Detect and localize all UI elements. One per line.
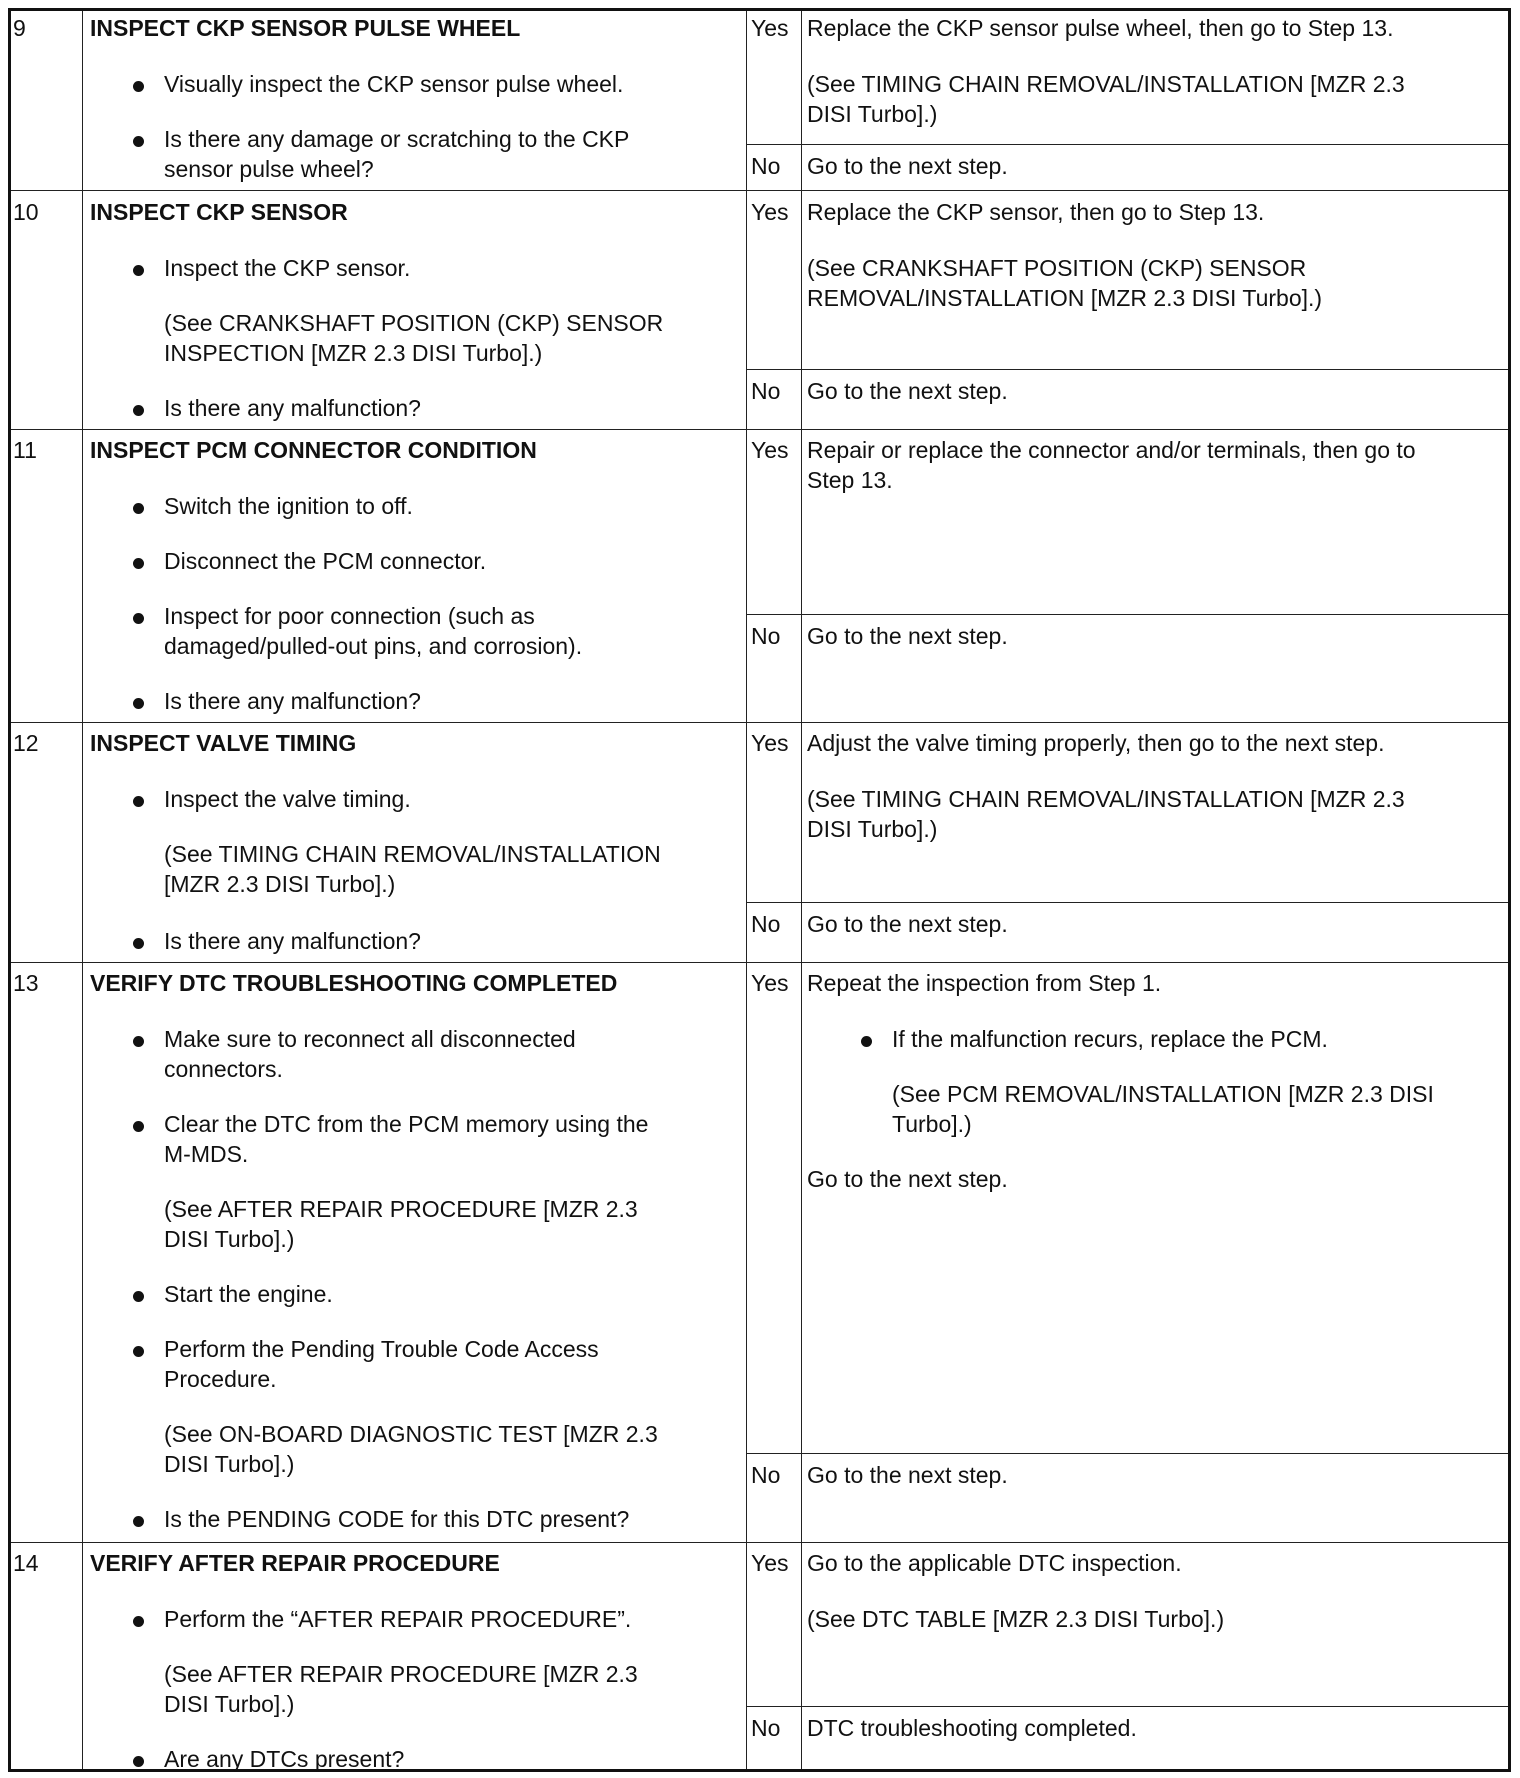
bullet-icon <box>133 558 144 569</box>
yes-no-divider <box>746 902 1508 903</box>
step-instruction: Is the PENDING CODE for this DTC present? <box>164 1506 630 1532</box>
yes-action: Go to the next step. <box>807 1166 1008 1192</box>
row-divider <box>11 429 1508 430</box>
step-number: 13 <box>13 970 39 996</box>
step-title: VERIFY AFTER REPAIR PROCEDURE <box>90 1550 500 1576</box>
yes-reference: (See CRANKSHAFT POSITION (CKP) SENSOR <box>807 255 1307 281</box>
yes-reference: (See DTC TABLE [MZR 2.3 DISI Turbo].) <box>807 1606 1225 1632</box>
step-number: 11 <box>13 437 37 463</box>
row-divider <box>11 190 1508 191</box>
step-title: INSPECT PCM CONNECTOR CONDITION <box>90 437 537 463</box>
step-reference: (See ON-BOARD DIAGNOSTIC TEST [MZR 2.3 <box>164 1421 658 1447</box>
step-instruction: Inspect the CKP sensor. <box>164 255 411 281</box>
step-reference: (See AFTER REPAIR PROCEDURE [MZR 2.3 <box>164 1661 638 1687</box>
yes-action: Repair or replace the connector and/or terminals, then go to <box>807 437 1416 463</box>
yes-no-divider <box>746 369 1508 370</box>
yes-reference: Turbo].) <box>892 1111 972 1137</box>
step-instruction: Is there any malfunction? <box>164 688 421 714</box>
step-reference: DISI Turbo].) <box>164 1226 295 1252</box>
no-label: No <box>751 1462 781 1488</box>
yes-label: Yes <box>751 970 789 996</box>
step-reference: (See TIMING CHAIN REMOVAL/INSTALLATION <box>164 841 661 867</box>
no-label: No <box>751 378 781 404</box>
no-label: No <box>751 153 781 179</box>
yes-no-divider <box>746 144 1508 145</box>
step-reference: DISI Turbo].) <box>164 1451 295 1477</box>
bullet-icon <box>133 265 144 276</box>
step-reference: (See CRANKSHAFT POSITION (CKP) SENSOR <box>164 310 664 336</box>
step-reference: DISI Turbo].) <box>164 1691 295 1717</box>
step-number: 14 <box>13 1550 39 1576</box>
yes-label: Yes <box>751 730 789 756</box>
step-number: 9 <box>13 15 26 41</box>
step-instruction: Is there any malfunction? <box>164 928 421 954</box>
no-label: No <box>751 1715 781 1741</box>
bullet-icon <box>133 1291 144 1302</box>
yes-reference: REMOVAL/INSTALLATION [MZR 2.3 DISI Turbo].) <box>807 285 1323 311</box>
bullet-icon <box>133 938 144 949</box>
no-label: No <box>751 623 781 649</box>
bullet-icon <box>133 1346 144 1357</box>
step-title: INSPECT CKP SENSOR PULSE WHEEL <box>90 15 521 41</box>
bullet-icon <box>133 1616 144 1627</box>
yes-action: Go to the applicable DTC inspection. <box>807 1550 1182 1576</box>
step-title: VERIFY DTC TROUBLESHOOTING COMPLETED <box>90 970 618 996</box>
bullet-icon <box>133 796 144 807</box>
step-instruction: Switch the ignition to off. <box>164 493 413 519</box>
yes-reference: (See TIMING CHAIN REMOVAL/INSTALLATION [MZR 2.3 <box>807 786 1405 812</box>
yes-action: Step 13. <box>807 467 893 493</box>
step-reference: INSPECTION [MZR 2.3 DISI Turbo].) <box>164 340 543 366</box>
row-divider <box>11 962 1508 963</box>
yes-no-divider <box>746 1706 1508 1707</box>
step-number: 10 <box>13 199 39 225</box>
step-instruction: Visually inspect the CKP sensor pulse wheel. <box>164 71 624 97</box>
step-instruction: connectors. <box>164 1056 283 1082</box>
step-instruction: sensor pulse wheel? <box>164 156 374 182</box>
step-title: INSPECT CKP SENSOR <box>90 199 348 225</box>
step-instruction: Make sure to reconnect all disconnected <box>164 1026 576 1052</box>
bullet-icon <box>133 503 144 514</box>
bullet-icon <box>133 613 144 624</box>
yes-reference: DISI Turbo].) <box>807 101 938 127</box>
bullet-icon <box>133 1516 144 1527</box>
yes-action: Replace the CKP sensor pulse wheel, then go to Step 13. <box>807 15 1394 41</box>
bullet-icon <box>133 405 144 416</box>
bullet-icon <box>861 1036 872 1047</box>
no-action: Go to the next step. <box>807 378 1008 404</box>
step-instruction: Start the engine. <box>164 1281 333 1307</box>
step-instruction: Perform the “AFTER REPAIR PROCEDURE”. <box>164 1606 632 1632</box>
step-instruction: Inspect for poor connection (such as <box>164 603 535 629</box>
yes-action: Replace the CKP sensor, then go to Step 13. <box>807 199 1265 225</box>
step-instruction: Perform the Pending Trouble Code Access <box>164 1336 599 1362</box>
no-action: Go to the next step. <box>807 623 1008 649</box>
column-divider <box>82 11 83 1769</box>
no-action: DTC troubleshooting completed. <box>807 1715 1137 1741</box>
step-instruction: Procedure. <box>164 1366 277 1392</box>
yes-reference: (See PCM REMOVAL/INSTALLATION [MZR 2.3 DISI <box>892 1081 1434 1107</box>
bullet-icon <box>133 1036 144 1047</box>
column-divider <box>746 11 747 1769</box>
bullet-icon <box>133 1121 144 1132</box>
bullet-icon <box>133 81 144 92</box>
no-label: No <box>751 911 781 937</box>
step-instruction: Clear the DTC from the PCM memory using the <box>164 1111 649 1137</box>
no-action: Go to the next step. <box>807 153 1008 179</box>
yes-reference: DISI Turbo].) <box>807 816 938 842</box>
troubleshooting-table <box>8 8 1511 1772</box>
step-instruction: Is there any malfunction? <box>164 395 421 421</box>
step-number: 12 <box>13 730 39 756</box>
step-instruction: damaged/pulled-out pins, and corrosion). <box>164 633 583 659</box>
step-instruction: Is there any damage or scratching to the CKP <box>164 126 630 152</box>
yes-label: Yes <box>751 1550 789 1576</box>
yes-reference: (See TIMING CHAIN REMOVAL/INSTALLATION [MZR 2.3 <box>807 71 1405 97</box>
bullet-icon <box>133 1756 144 1767</box>
step-instruction: Inspect the valve timing. <box>164 786 411 812</box>
no-action: Go to the next step. <box>807 911 1008 937</box>
step-instruction: M-MDS. <box>164 1141 249 1167</box>
step-reference: (See AFTER REPAIR PROCEDURE [MZR 2.3 <box>164 1196 638 1222</box>
yes-no-divider <box>746 614 1508 615</box>
yes-instruction: If the malfunction recurs, replace the PCM. <box>892 1026 1328 1052</box>
yes-action: Adjust the valve timing properly, then go to the next step. <box>807 730 1385 756</box>
yes-no-divider <box>746 1453 1508 1454</box>
yes-action: Repeat the inspection from Step 1. <box>807 970 1162 996</box>
bullet-icon <box>133 136 144 147</box>
column-divider <box>801 11 802 1769</box>
no-action: Go to the next step. <box>807 1462 1008 1488</box>
bullet-icon <box>133 698 144 709</box>
row-divider <box>11 1542 1508 1543</box>
step-instruction: Disconnect the PCM connector. <box>164 548 487 574</box>
step-instruction: Are any DTCs present? <box>164 1746 405 1772</box>
yes-label: Yes <box>751 199 789 225</box>
row-divider <box>11 722 1508 723</box>
step-reference: [MZR 2.3 DISI Turbo].) <box>164 871 396 897</box>
step-title: INSPECT VALVE TIMING <box>90 730 357 756</box>
yes-label: Yes <box>751 437 789 463</box>
yes-label: Yes <box>751 15 789 41</box>
